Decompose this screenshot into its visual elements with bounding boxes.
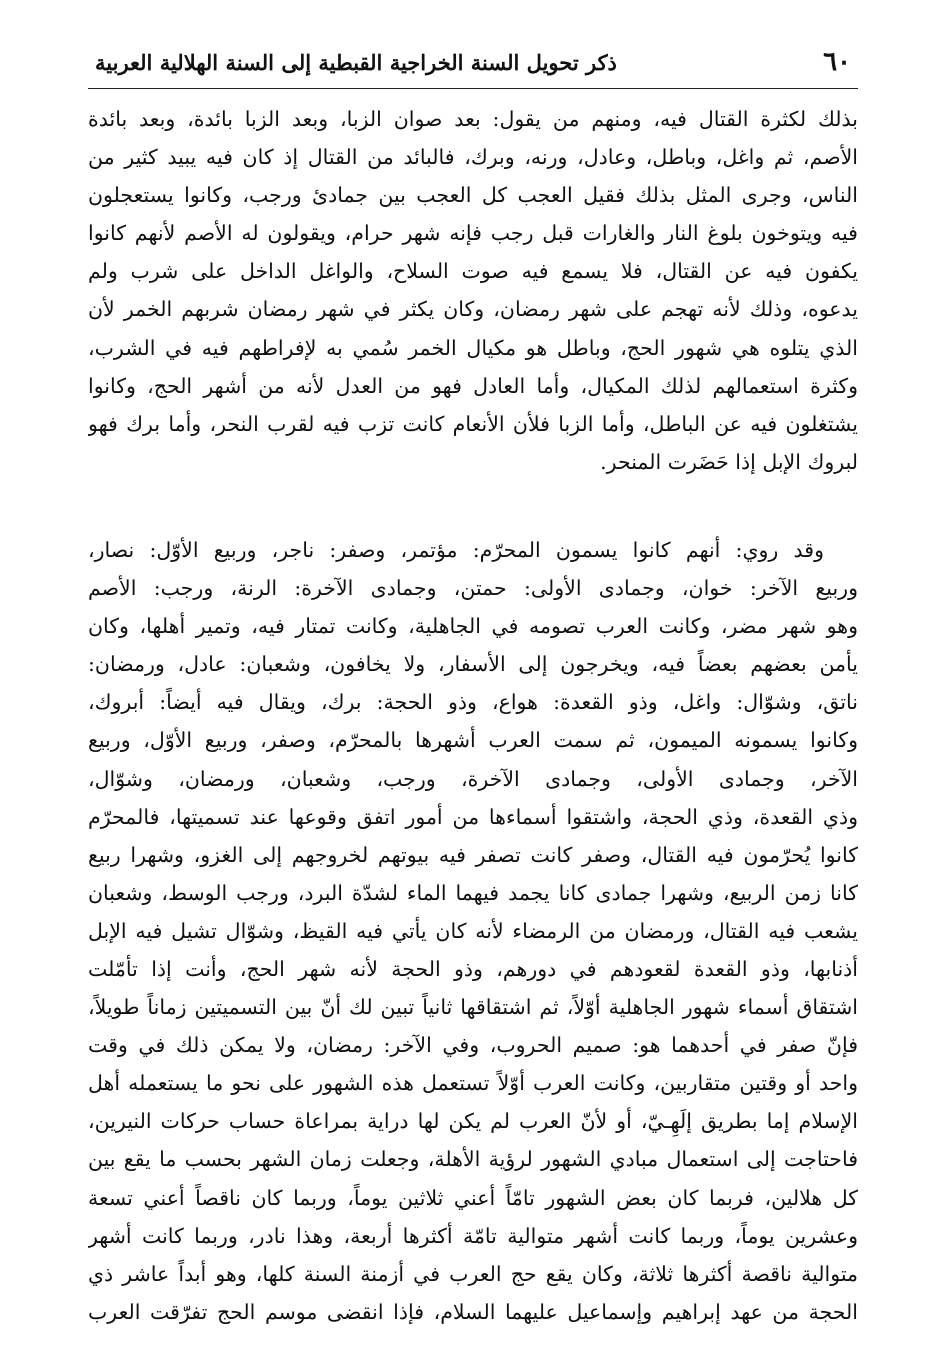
text-line: يأمن بعضهم بعضاً فيه، ويخرجون إلى الأسفار، ولا يخافون، وشعبان: عادل، ورمضان:: [88, 652, 858, 677]
text-line: وكانوا يسمونه الميمون، ثم سمت العرب أشهرها بالمحرّم، وصفر، وربيع الأوّل، وربيع: [88, 728, 858, 753]
text-line: وهو شهر مضر، وكانت العرب تصومه في الجاهلية، وكانت تمتار فيه، وتمير أهلها، وكان: [88, 614, 858, 639]
text-line: كل هلالين، فربما كان بعض الشهور تامّاً أعني ثلاثين يوماً، وربما كان ناقصاً أعني تسعة: [88, 1185, 858, 1210]
text-line: وقد روي: أنهم كانوا يسمون المحرّم: مؤتمر، وصفر: ناجر، وربيع الأوّل: نصار،: [88, 537, 824, 562]
text-line: متوالية ناقصة أكثرها ثلاثة، وكان يقع حج العرب في أزمنة السنة كلها، وهو أبداً عاشر ذي: [88, 1261, 858, 1286]
text-line: الحجة من عهد إبراهيم وإسماعيل عليهما السلام، فإذا انقضى موسم الحج تفرّقت العرب: [88, 1299, 858, 1324]
page-header: [95, 40, 851, 84]
text-line: ناتق، وشوّال: واغل، وذو القعدة: هواع، وذو الحجة: برك، ويقال فيه أيضاً: أبروك،: [88, 690, 858, 715]
text-line: اشتقاق أسماء شهور الجاهلية أوّلاً، ثم اشتقاقها ثانياً تبين لك أنّ بين التسميتين زماناً طويلاً،: [88, 995, 858, 1020]
text-line: الآخر، وجمادى الأولى، وجمادى الآخرة، ورجب، وشعبان، ورمضان، وشوّال،: [88, 766, 858, 791]
text-line: كانوا يُحرّمون فيه القتال، وصفر كانت تصفر فيه بيوتهم لخروجهم إلى الغزو، وشهرا ربيع: [88, 842, 858, 867]
text-line: وربيع الآخر: خوان، وجمادى الأولى: حمتن، وجمادى الآخرة: الرنة، ورجب: الأصم: [88, 576, 858, 601]
text-line: وذي القعدة، وذي الحجة، واشتقوا أسماءها من أمور اتفق وقوعها عند تسميتها، فالمحرّم: [88, 804, 858, 829]
header-rule: [88, 88, 858, 89]
running-title: ذكر تحويل السنة الخراجية القبطية إلى السنة الهلالية العربية: [95, 49, 617, 75]
paragraph-2: [88, 531, 858, 1331]
text-line: أذنابها، وذو القعدة لقعودهم في دورهم، وذو الحجة لأنه شهر الحج، وأنت إذا تأمّلت: [88, 956, 858, 981]
text-line: لبروك الإبل إذا حَضَرت المنحر.: [600, 449, 858, 474]
text-line: الإسلام إما بطريق إلَهِـيّ، أو لأنّ العرب لم يكن لها دراية بمراعاة حساب حركات النيرين،: [88, 1109, 858, 1134]
text-line: وعشرين يوماً، وربما كانت أشهر متوالية تامّة أكثرها أربعة، وهذا نادر، وربما كانت أشهر: [88, 1223, 858, 1248]
text-line: فإنّ صفر في أحدهما هو: صميم الحروب، وفي الآخر: رمضان، ولا يمكن ذلك في وقت: [88, 1033, 858, 1058]
page-body: [88, 100, 858, 1331]
text-line: الناس، وجرى المثل بذلك فقيل العجب كل العجب بين جمادئ ورجب، وكانوا يستعجلون: [88, 183, 858, 208]
text-line: فيه ويتوخون بلوغ النار والغارات قبل رجب فإنه شهر حرام، ويقولون له الأصم لأنهم كانوا: [88, 221, 858, 246]
text-line: فاحتاجت إلى استعمال مبادي الشهور لرؤية الأهلة، وجعلت زمان الشهر بحسب ما يقع بين: [88, 1147, 858, 1172]
text-line: واحد أو وقتين متقاربين، وكانت العرب أوّلاً تستعمل هذه الشهور على نحو ما يستعمله أهل: [88, 1071, 858, 1096]
page-number: ٦٠: [823, 47, 851, 77]
text-line: وكثرة استعمالهم لذلك المكيال، وأما العادل فهو من العدل لأنه من أشهر الحج، وكانوا: [88, 373, 858, 398]
text-line: يشعب فيه القتال، ورمضان من الرمضاء لأنه كان يأتي فيه القيظ، وشوّال تشيل فيه الإبل: [88, 918, 858, 943]
text-line: كانا زمن الربيع، وشهرا جمادى كانا يجمد فيهما الماء لشدّة البرد، ورجب الوسط، وشعبان: [88, 880, 858, 905]
text-line: يشتغلون فيه عن الباطل، وأما الزبا فلأن الأنعام كانت تزب فيه لقرب النحر، وأما برك فهو: [88, 411, 858, 436]
paragraph-gap: [88, 481, 858, 531]
paragraph-1: [88, 100, 858, 481]
text-line: بذلك لكثرة القتال فيه، ومنهم من يقول: بعد صوان الزبا، وبعد الزبا بائدة، وبعد بائدة: [88, 107, 858, 131]
text-line: يدعوه، وذلك لأنه تهجم على شهر رمضان، وكان يكثر في شهر رمضان شربهم الخمر لأن: [88, 297, 858, 322]
text-line: الذي يتلوه هي شهور الحج، وباطل هو مكيال الخمر سُمي به لإفراطهم فيه في الشرب،: [88, 335, 858, 360]
text-line: الأصم، ثم واغل، وباطل، وعادل، ورنه، وبرك، فالبائد من القتال إذ كان فيه يبيد كثير من: [88, 145, 858, 170]
text-line: يكفون فيه عن القتال، فلا يسمع فيه صوت السلاح، والواغل الداخل على شرب ولم: [88, 259, 858, 284]
